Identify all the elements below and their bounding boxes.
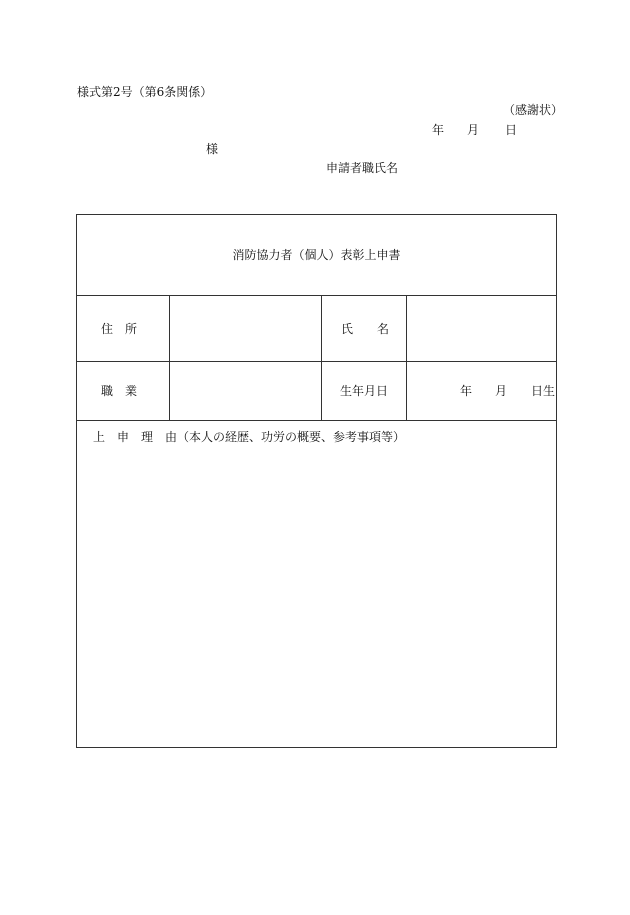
table-rule <box>77 295 556 296</box>
address-label: 住 所 <box>101 322 138 336</box>
date-month: 月 <box>467 123 480 137</box>
birth-day: 日生 <box>531 384 556 398</box>
reason-field[interactable] <box>93 451 541 731</box>
birth-year: 年 <box>460 384 473 398</box>
occupation-field[interactable] <box>173 385 317 399</box>
table-rule <box>77 361 556 362</box>
form-number: 様式第2号（第6条関係） <box>77 85 213 99</box>
name-label: 氏 名 <box>341 322 390 336</box>
table-rule <box>321 295 322 420</box>
date-day: 日 <box>505 123 518 137</box>
table-rule <box>406 295 407 420</box>
addressee-suffix: 様 <box>206 142 219 156</box>
address-field[interactable] <box>173 323 317 337</box>
application-form-table <box>76 214 557 748</box>
form-title: 消防協力者（個人）表彰上申書 <box>232 248 401 262</box>
occupation-label: 職 業 <box>101 384 138 398</box>
table-rule <box>77 420 556 421</box>
applicant-label: 申請者職氏名 <box>326 161 399 175</box>
table-rule <box>169 295 170 420</box>
birthdate-label: 生年月日 <box>340 384 389 398</box>
date-year: 年 <box>432 123 445 137</box>
birth-month: 月 <box>495 384 508 398</box>
name-field[interactable] <box>411 323 551 337</box>
reason-label: 上 申 理 由（本人の経歴、功労の概要、参考事項等） <box>93 430 406 444</box>
document-type: （感謝状） <box>503 103 564 117</box>
